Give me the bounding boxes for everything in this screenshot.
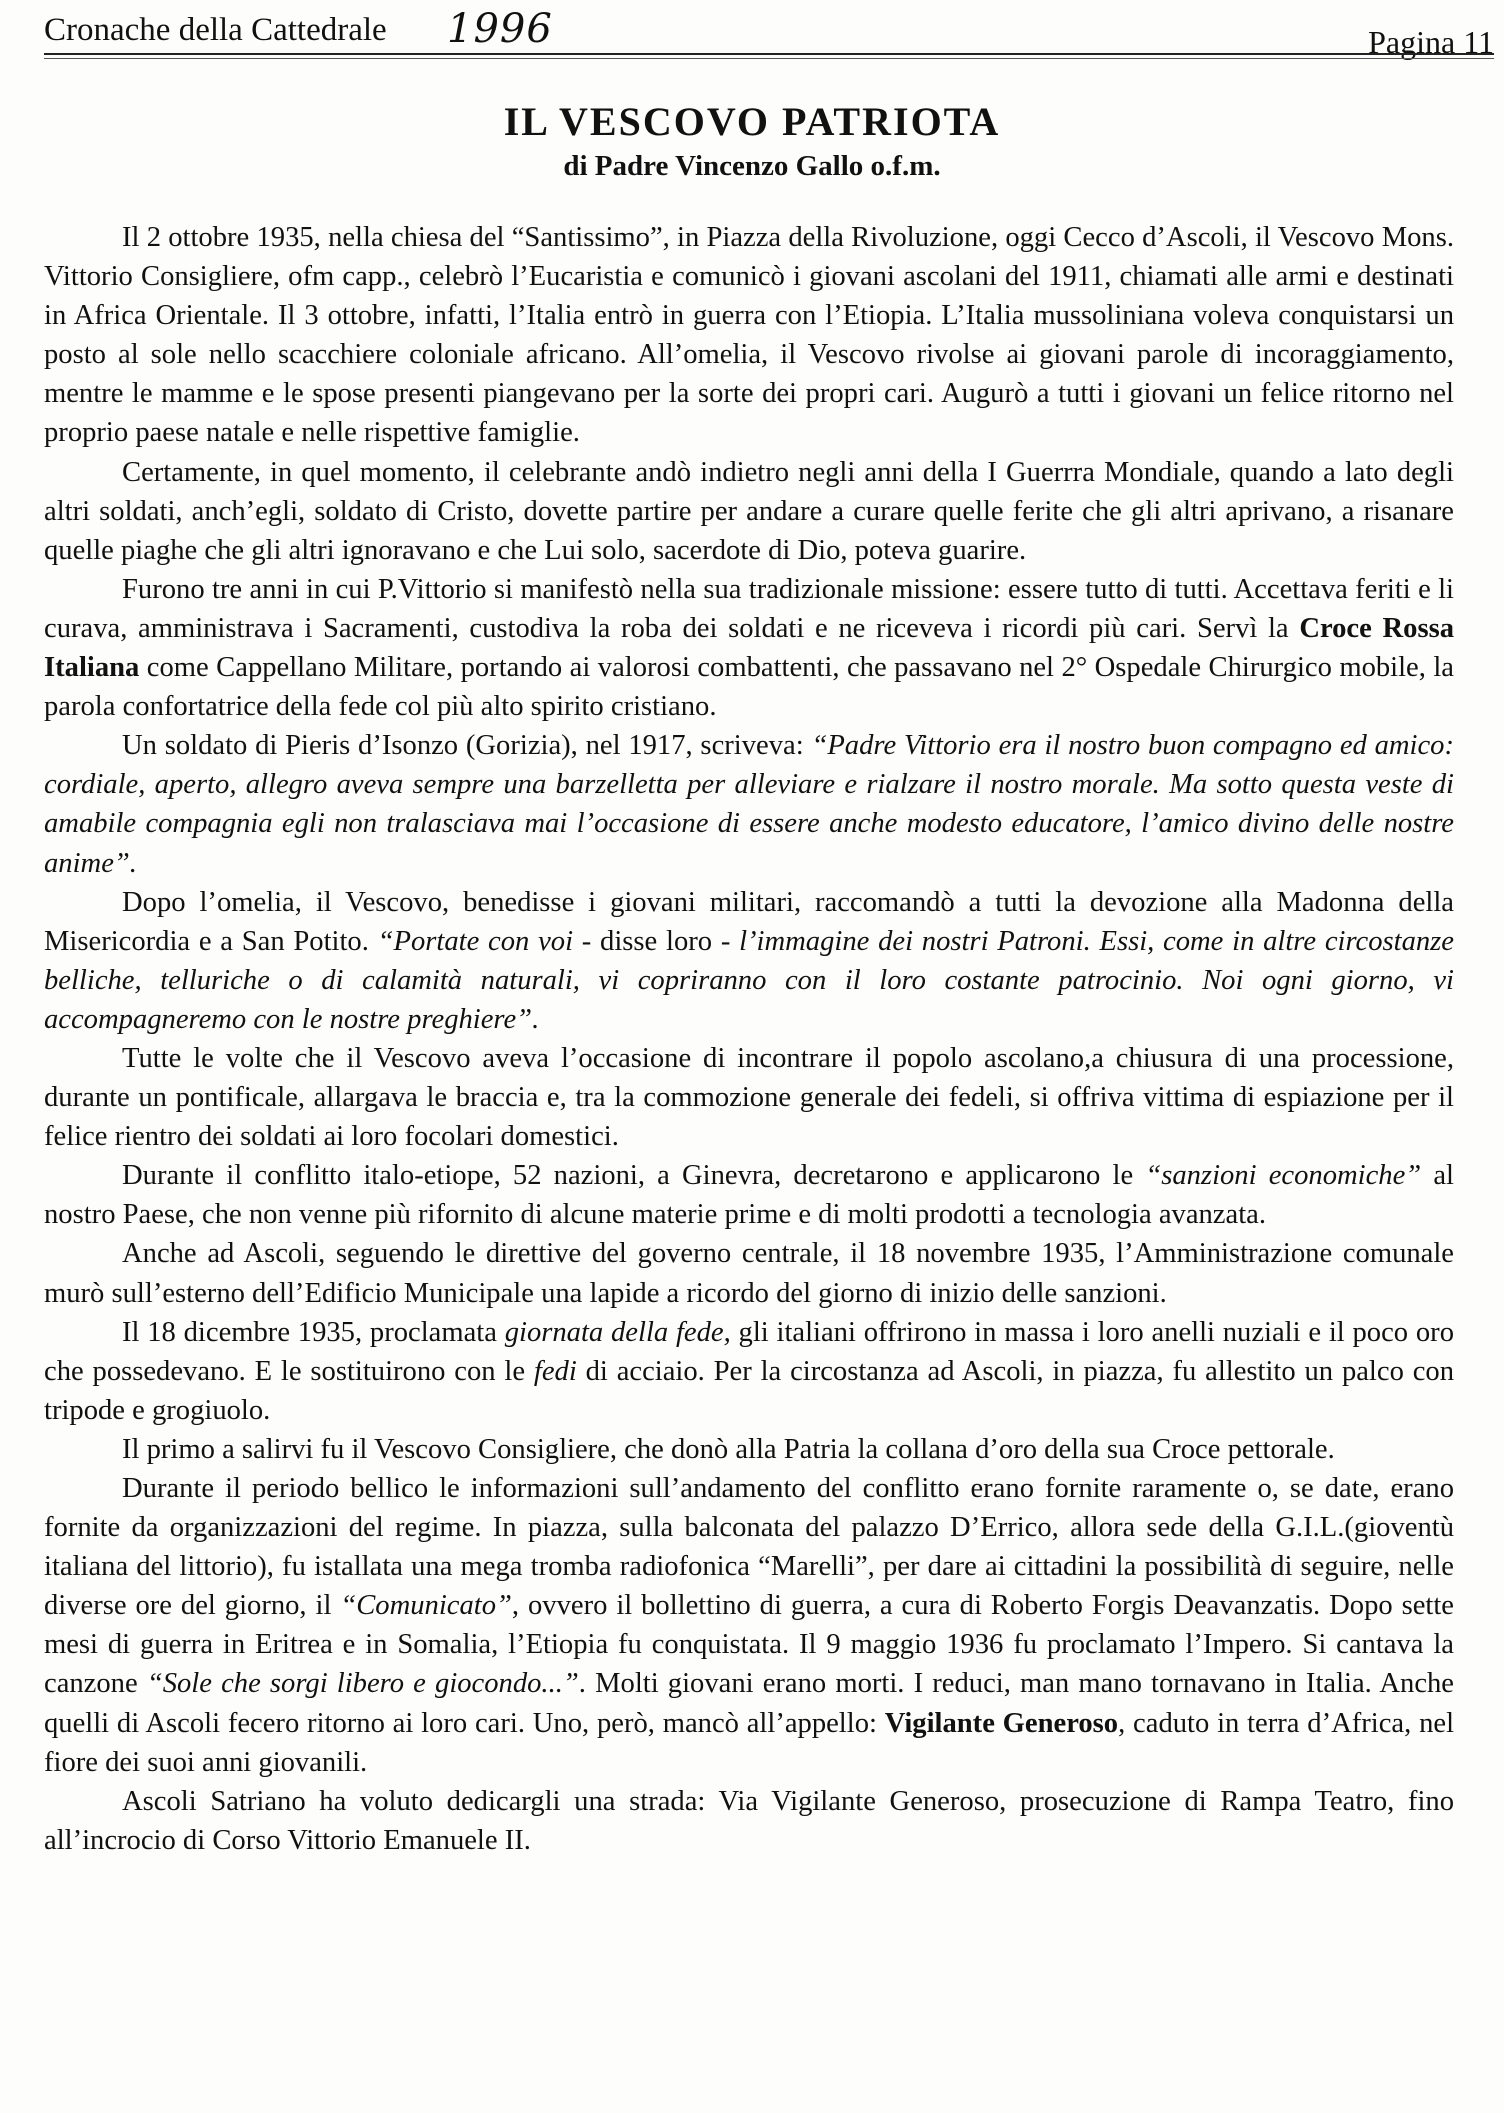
article-body (44, 218, 1454, 1860)
italic-text: “Comunicato” (340, 1590, 512, 1622)
text-run: Un soldato di Pieris d’Isonzo (Gorizia), nel 1917, scriveva: (122, 730, 812, 762)
text-run: Il 18 dicembre 1935, proclamata (122, 1316, 505, 1348)
text-run: . Molti giovani erano morti. I reduci, man mano tornavano in Italia. Anche quelli di Ascoli fecero ritorno ai loro cari. Uno, però, mancò all’appello: (44, 1668, 1454, 1739)
article-paragraph (44, 570, 1454, 726)
article-paragraph (44, 1430, 1454, 1469)
text-run: Tutte le volte che il Vescovo aveva l’occasione di incontrare il popolo ascolano,a chiusura di una processione, durante un pontificale, allargava le braccia e, tra la commozione generale dei fedeli, si offriva vittima di espiazione per il felice rientro dei soldati ai loro focolari domestici. (44, 1042, 1454, 1153)
text-run: , caduto in terra d’Africa, nel fiore dei suoi anni giovanili. (44, 1707, 1455, 1778)
article-paragraph (44, 1313, 1454, 1430)
header-rule (44, 53, 1494, 55)
handwritten-year: 1996 (447, 6, 553, 52)
text-run: Ascoli Satriano ha voluto dedicargli una strada: Via Vigilante Generoso, prosecuzione di Rampa Teatro, fino all’incrocio di Corso Vittorio Emanuele II. (44, 1785, 1454, 1856)
italic-text: “Sole che sorgi libero e giocondo...” (146, 1668, 579, 1700)
italic-text: “Padre Vittorio era il nostro buon compagno ed amico: cordiale, aperto, allegro aveva sempre una barzelletta per alleviare e rialzare il nostro morale. Ma sotto questa veste di amabile compagnia egli non tralasciava mai l’occasione di essere anche modesto educatore, l’amico divino delle nostre anime”. (44, 730, 1454, 879)
text-run: Durante il conflitto italo-etiope, 52 nazioni, a Ginevra, decretarono e applicarono le (122, 1160, 1146, 1192)
article-title: IL VESCOVO PATRIOTA (503, 99, 1001, 144)
text-run: di acciaio. Per la circostanza ad Ascoli, in piazza, fu allestito un palco con tripode e grogiuolo. (44, 1355, 1454, 1426)
article-paragraph (44, 1234, 1454, 1312)
publication-name: Cronache della Cattedrale (44, 12, 387, 48)
italic-text: fedi (533, 1355, 577, 1387)
text-run: Durante il periodo bellico le informazioni sull’andamento del conflitto erano fornite raramente o, se date, erano fornite da organizzazioni del regime. In piazza, sulla balconata del palazzo D’Errico, allora sede della G.I.L.(gioventù italiana del littorio), fu istallata una mega tromba radiofonica “Marelli”, per dare ai cittadini la possibilità di seguire, nelle diverse ore del giorno, il (44, 1473, 1454, 1622)
italic-text: giornata della fede, (504, 1316, 731, 1348)
text-run: Il primo a salirvi fu il Vescovo Consigliere, che donò alla Patria la collana d’oro della sua Croce pettorale. (122, 1433, 1335, 1465)
bold-text: Vigilante Generoso (884, 1707, 1119, 1739)
article-paragraph (44, 218, 1454, 453)
article-paragraph (44, 726, 1454, 882)
article-paragraph (44, 453, 1454, 570)
page-number: Pagina 11 (1368, 24, 1494, 60)
article-byline: di Padre Vincenzo Gallo o.f.m. (563, 150, 941, 182)
text-run: Anche ad Ascoli, seguendo le direttive del governo centrale, il 18 novembre 1935, l’Amministrazione comunale murò sull’esterno dell’Edificio Municipale una lapide a ricordo del giorno di inizio delle sanzioni. (44, 1238, 1454, 1309)
text-run: Dopo l’omelia, il Vescovo, benedisse i giovani militari, raccomandò a tutti la devozione alla Madonna della Misericordia e a San Potito. (44, 886, 1454, 957)
header-rule-thin (44, 58, 1494, 59)
italic-text: “Portate con voi (377, 925, 574, 957)
article-paragraph (44, 1782, 1454, 1860)
text-run: come Cappellano Militare, portando ai valorosi combattenti, che passavano nel 2° Ospedale Chirurgico mobile, la parola confortatrice della fede col più alto spirito cristiano. (44, 652, 1454, 723)
text-run: al nostro Paese, che non venne più rifornito di alcune materie prime e di molti prodotti a tecnologia avanzata. (44, 1160, 1454, 1231)
text-run: - disse loro - (573, 925, 740, 957)
article-paragraph (44, 1156, 1454, 1234)
article-paragraph (44, 883, 1454, 1039)
bold-text: Croce Rossa Italiana (44, 612, 1454, 684)
text-run: Il 2 ottobre 1935, nella chiesa del “Santissimo”, in Piazza della Rivoluzione, oggi Cecco d’Ascoli, il Vescovo Mons. Vittorio Consigliere, ofm capp., celebrò l’Eucaristia e comunicò i giovani ascolani del 1911, chiamati alle armi e destinati in Africa Orientale. Il 3 ottobre, infatti, l’Italia entrò in guerra con l’Etiopia. L’Italia mussoliniana voleva conquistarsi un posto al sole nello scacchiere coloniale africano. All’omelia, il Vescovo rivolse ai giovani parole di incoraggiamento, mentre le mamme e le spose presenti piangevano per la sorte dei propri cari. Augurò a tutti i giovani un felice ritorno nel proprio paese natale e nelle rispettive famiglie. (44, 222, 1454, 449)
text-run: Certamente, in quel momento, il celebrante andò indietro negli anni della I Guerrra Mondiale, quando a lato degli altri soldati, anch’egli, soldato di Cristo, dovette partire per andare a curare quelle ferite che gli altri aprivano, a risanare quelle piaghe che gli altri ignoravano e che Lui solo, sacerdote di Dio, poteva guarire. (44, 456, 1454, 566)
text-run: Furono tre anni in cui P.Vittorio si manifestò nella sua tradizionale missione: essere tutto di tutti. Accettava feriti e li curava, amministrava i Sacramenti, custodiva la roba dei soldati e ne riceveva i ricordi più cari. Servì la (44, 573, 1454, 644)
text-run: gli italiani offrirono in massa i loro anelli nuziali e il poco oro che possedevano. E le sostituirono con le (44, 1316, 1454, 1387)
italic-text: l’immagine dei nostri Patroni. Essi, come in altre circostanze belliche, telluriche o di calamità naturali, vi copriranno con il loro costante patrocinio. Noi ogni giorno, vi accompagneremo con le nostre preghiere”. (44, 925, 1454, 1035)
text-run: , ovvero il bollettino di guerra, a cura di Roberto Forgis Deavanzatis. Dopo sette mesi di guerra in Eritrea e in Somalia, l’Etiopia fu conquistata. Il 9 maggio 1936 fu proclamato l’Impero. Si cantava la canzone (44, 1590, 1454, 1700)
article-paragraph (44, 1469, 1454, 1782)
italic-text: “sanzioni economiche” (1145, 1160, 1422, 1192)
article-paragraph (44, 1039, 1454, 1156)
